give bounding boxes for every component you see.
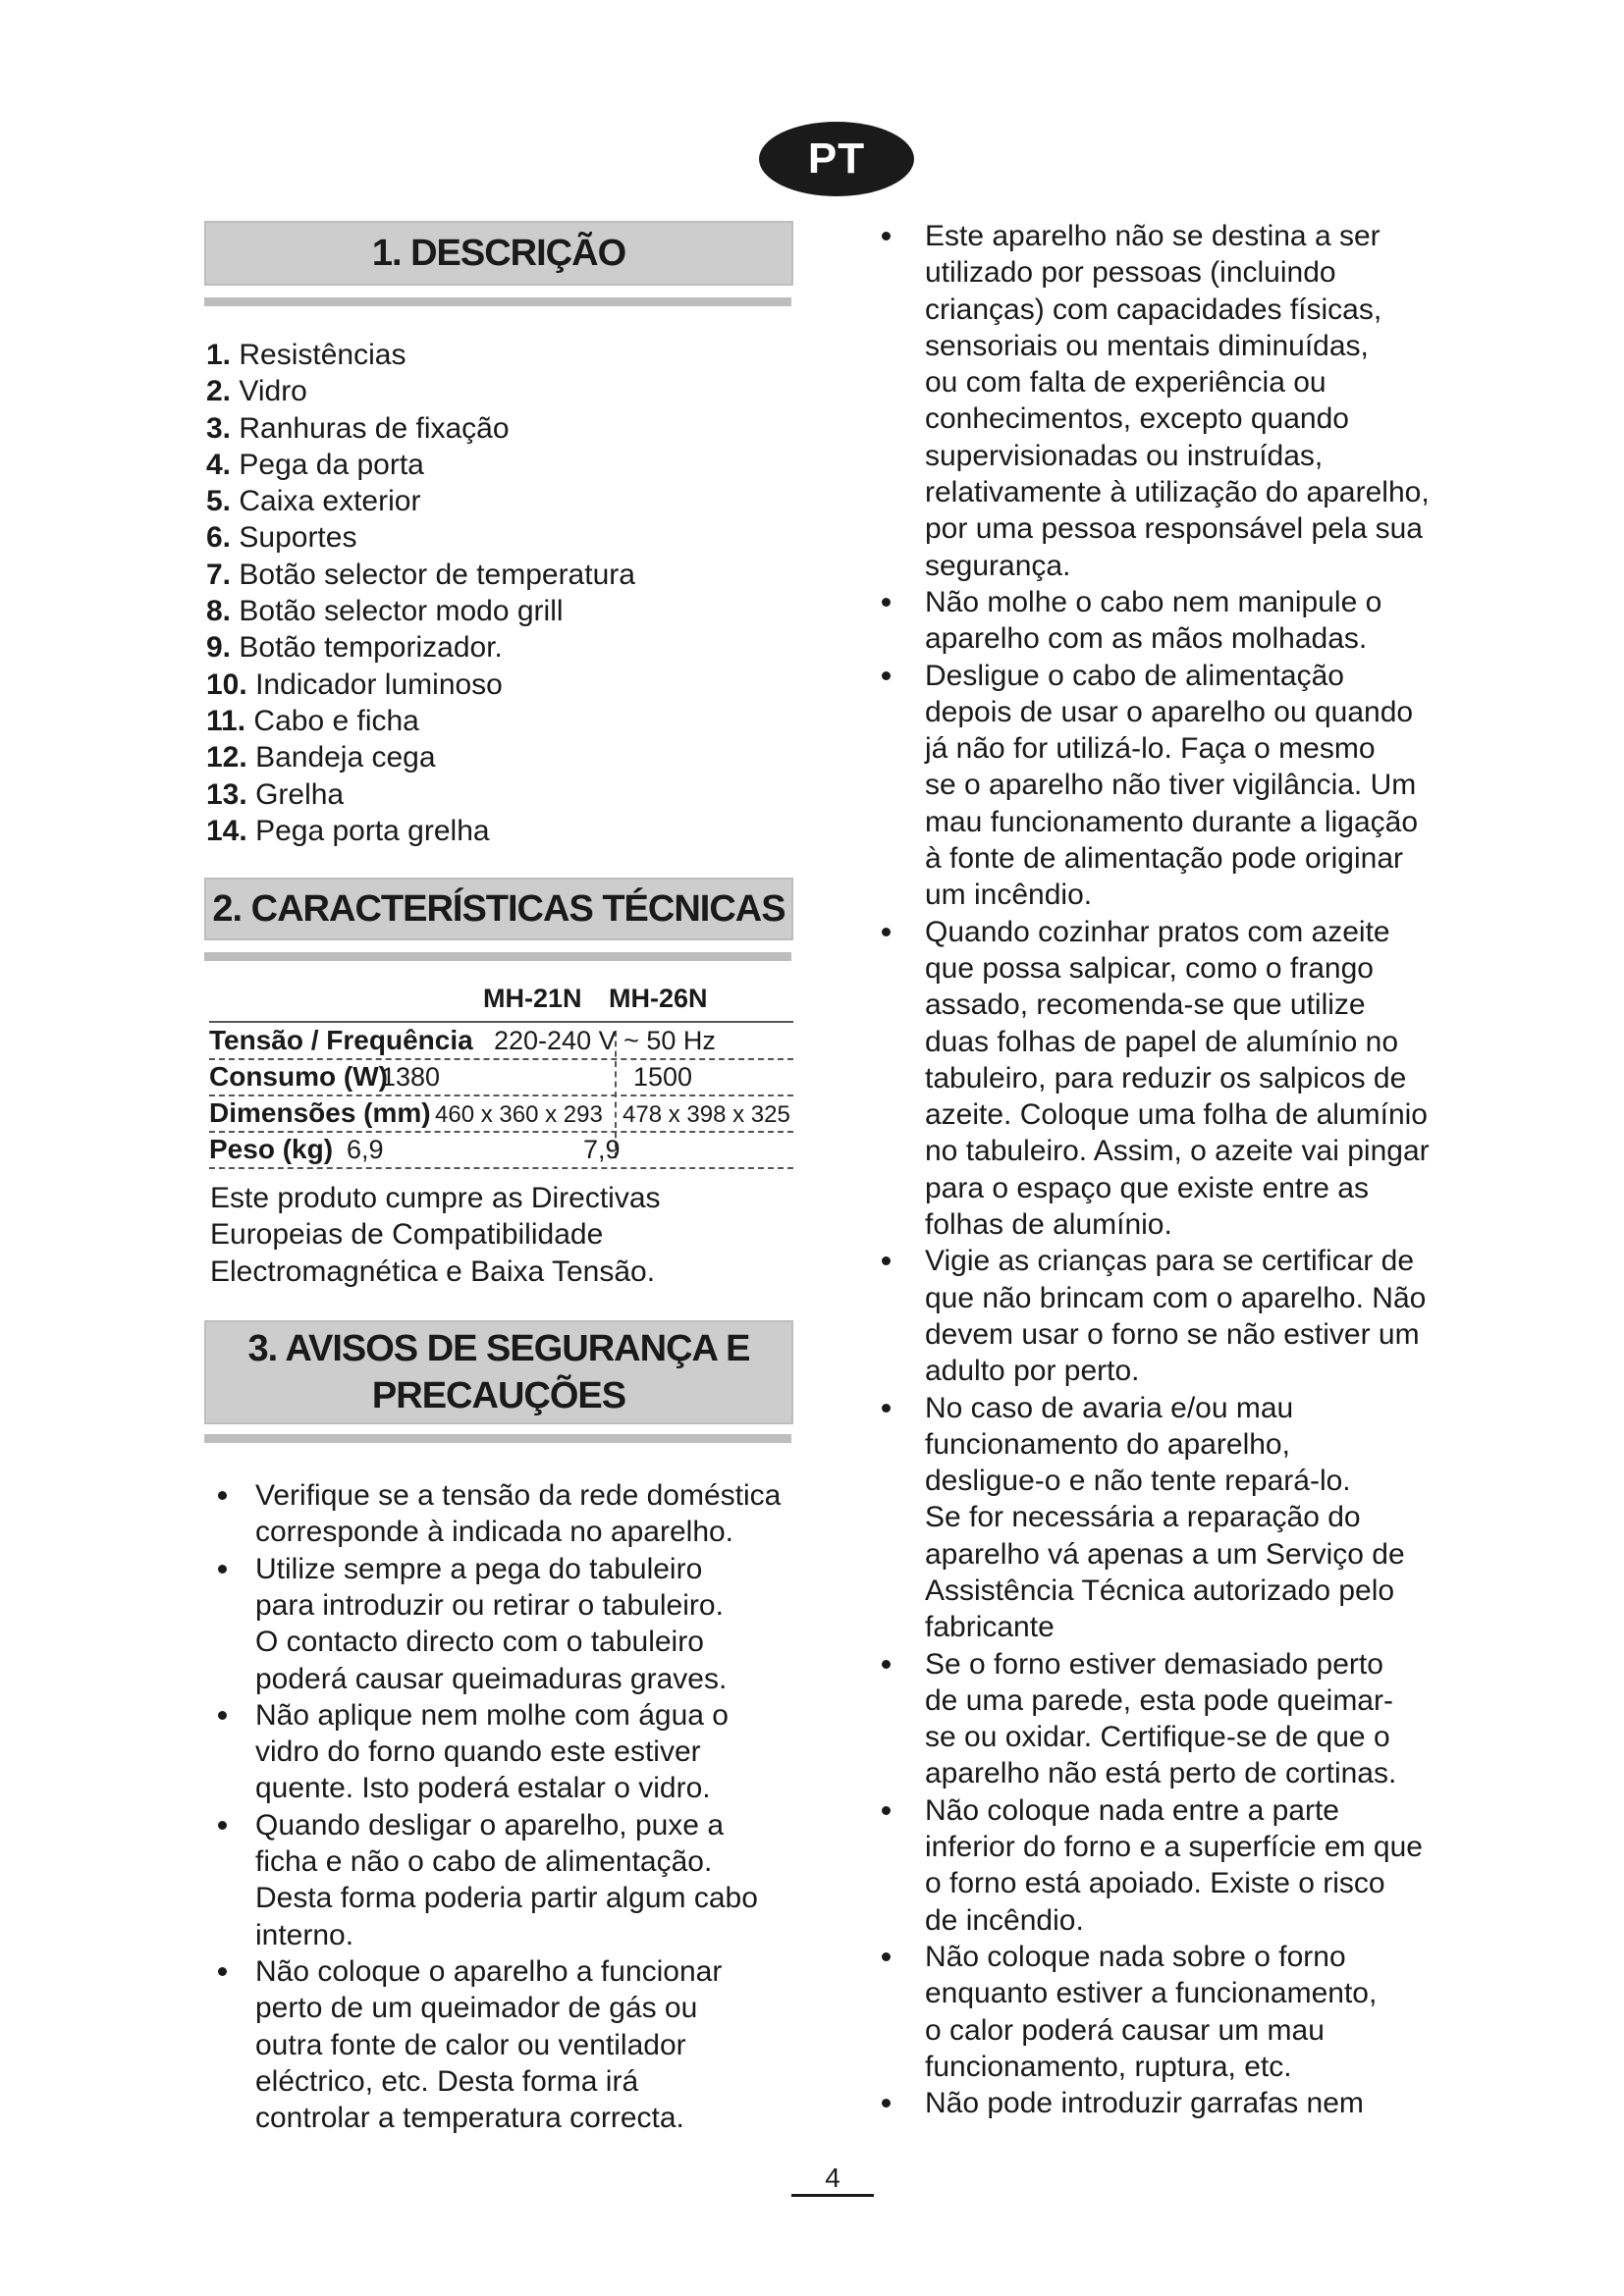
list-item [874, 1646, 1463, 1792]
line: Não coloque o aparelho a funcionar [255, 1954, 723, 1988]
line: Não aplique nem molhe com água o [255, 1698, 729, 1732]
list-item [206, 373, 793, 409]
line: desligue-o e não tente repará-lo. [925, 1465, 1351, 1498]
right-column [874, 218, 1463, 2121]
item-text: Cabo e ficha [253, 704, 419, 737]
line: segurança. [925, 549, 1071, 582]
line: de uma parede, esta pode queimar- [925, 1683, 1393, 1717]
line: ficha e não o cabo de alimentação. [255, 1845, 713, 1879]
row-label: Tensão / Frequência [209, 1025, 473, 1056]
row-value-mh21n: 460 x 360 x 293 [435, 1101, 603, 1129]
line: por uma pessoa responsável pela sua [925, 512, 1423, 546]
line: Utilize sempre a pega do tabuleiro [255, 1552, 703, 1585]
note-line: Este produto cumpre as Directivas [210, 1182, 661, 1215]
list-item [874, 218, 1463, 584]
item-text: Caixa exterior [239, 485, 421, 518]
line: azeite. Coloque uma folha de alumínio [925, 1098, 1428, 1132]
item-text: Bandeja cega [255, 741, 436, 774]
line: Desta forma poderia partir algum cabo [255, 1882, 758, 1915]
language-badge: PT [759, 122, 914, 196]
item-text: Resistências [239, 339, 406, 371]
list-item [206, 557, 793, 593]
item-number: 6. [206, 521, 232, 555]
line: Quando cozinhar pratos com azeite [925, 915, 1390, 948]
table-row [209, 1059, 793, 1096]
item-number: 11. [206, 704, 246, 737]
line: no tabuleiro. Assim, o azeite vai pingar [925, 1135, 1430, 1168]
item-text: Pega da porta [239, 448, 424, 481]
line: eléctrico, etc. Desta forma irá [255, 2064, 639, 2098]
list-item [874, 1243, 1463, 1389]
line: conhecimentos, excepto quando [925, 402, 1349, 436]
safety-list-left [210, 1477, 793, 2136]
table-row [209, 1132, 793, 1169]
line: aparelho com as mãos molhadas. [925, 622, 1368, 656]
line: inferior do forno e a superfície em que [925, 1831, 1423, 1864]
compliance-note [210, 1180, 793, 1290]
note-line: Electromagnética e Baixa Tensão. [210, 1255, 656, 1288]
line: Quando desligar o aparelho, puxe a [255, 1808, 725, 1842]
item-text: Botão temporizador. [239, 631, 503, 665]
section-specs-heading: 2. CARACTERÍSTICAS TÉCNICAS [204, 878, 793, 940]
line: se ou oxidar. Certifique-se de que o [925, 1721, 1390, 1754]
line: Se o forno estiver demasiado perto [925, 1647, 1383, 1681]
line: duas folhas de papel de alumínio no [925, 1025, 1399, 1058]
item-number: 8. [206, 595, 232, 628]
row-value-mh26n: 7,9 [583, 1135, 621, 1165]
item-text: Indicador luminoso [255, 667, 503, 701]
list-item [874, 658, 1463, 914]
item-number: 4. [206, 448, 232, 481]
list-item [210, 1477, 793, 1551]
section-divider [204, 1434, 791, 1443]
model-header-mh26n: MH-26N [609, 984, 708, 1014]
line: de incêndio. [925, 1903, 1084, 1937]
line: Assistência Técnica autorizado pelo [925, 1574, 1395, 1607]
item-text: Botão selector de temperatura [239, 558, 635, 591]
line: utilizado por pessoas (incluindo [925, 256, 1336, 290]
item-number: 3. [206, 411, 232, 445]
row-value-mh21n: 6,9 [347, 1135, 384, 1165]
item-number: 1. [206, 339, 232, 371]
item-number: 5. [206, 485, 232, 518]
list-item [874, 1792, 1463, 1939]
list-item [206, 447, 793, 483]
item-text: Grelha [255, 777, 345, 811]
line: fabricante [925, 1611, 1055, 1644]
item-text: Ranhuras de fixação [239, 411, 510, 445]
list-item [206, 667, 793, 703]
item-number: 9. [206, 631, 232, 665]
list-item [206, 337, 793, 373]
list-item [206, 593, 793, 629]
line: para introduzir ou retirar o tabuleiro. [255, 1588, 724, 1622]
item-text: Botão selector modo grill [239, 595, 564, 628]
section-safety-heading [204, 1320, 793, 1424]
list-item [206, 519, 793, 556]
list-item [210, 1697, 793, 1807]
row-label: Consumo (W) [209, 1061, 388, 1093]
list-item [874, 914, 1463, 1244]
line: supervisionadas ou instruídas, [925, 439, 1324, 472]
line: assado, recomenda-se que utilize [925, 988, 1366, 1022]
line: depois de usar o aparelho ou quando [925, 695, 1414, 728]
parts-list [206, 337, 793, 849]
line: crianças) com capacidades físicas, [925, 293, 1382, 326]
line: poderá causar queimaduras graves. [255, 1662, 728, 1695]
line: à fonte de alimentação pode originar [925, 842, 1404, 876]
heading-line: 3. AVISOS DE SEGURANÇA E [247, 1328, 750, 1370]
line: controlar a temperatura correcta. [255, 2102, 684, 2135]
line: Se for necessária a reparação do [925, 1501, 1361, 1534]
list-item [874, 1390, 1463, 1646]
model-header-mh21n: MH-21N [483, 984, 582, 1014]
line: que possa salpicar, como o frango [925, 951, 1374, 985]
list-item [206, 483, 793, 519]
item-number: 12. [206, 741, 247, 774]
line: Não coloque nada entre a parte [925, 1793, 1339, 1827]
note-line: Europeias de Compatibilidade [210, 1218, 604, 1252]
item-number: 14. [206, 814, 247, 847]
list-item [206, 629, 793, 666]
item-number: 7. [206, 558, 232, 591]
line: funcionamento do aparelho, [925, 1427, 1290, 1461]
item-number: 2. [206, 375, 232, 408]
list-item [874, 2085, 1463, 2121]
item-number: 10. [206, 667, 247, 701]
list-item [206, 739, 793, 775]
row-value-mh21n: 1380 [381, 1062, 441, 1093]
line: folhas de alumínio. [925, 1208, 1172, 1242]
list-item [874, 1939, 1463, 2085]
line: vidro do forno quando este estiver [255, 1735, 701, 1769]
item-text: Pega porta grelha [255, 814, 490, 847]
line: O contacto directo com o tabuleiro [255, 1626, 704, 1659]
line: relativamente à utilização do aparelho, [925, 476, 1430, 509]
line: já não for utilizá-lo. Faça o mesmo [925, 732, 1376, 766]
section-divider [204, 952, 791, 961]
row-value-shared: 220-240 V ~ 50 Hz [494, 1026, 716, 1056]
line: funcionamento, ruptura, etc. [925, 2050, 1292, 2083]
line: tabuleiro, para reduzir os salpicos de [925, 1061, 1407, 1095]
line: Este aparelho não se destina a ser [925, 220, 1380, 252]
page-number: 4 [791, 2163, 874, 2197]
item-number: 13. [206, 777, 247, 811]
line: Não pode introduzir garrafas nem [925, 2087, 1364, 2120]
row-value-mh26n: 1500 [633, 1062, 693, 1093]
line: o forno está apoiado. Existe o risco [925, 1867, 1385, 1900]
line: Desligue o cabo de alimentação [925, 659, 1344, 692]
line: Vigie as crianças para se certificar de [925, 1245, 1415, 1278]
line: mau funcionamento durante a ligação [925, 805, 1419, 838]
row-value-mh26n: 478 x 398 x 325 [623, 1101, 790, 1129]
line: se o aparelho não tiver vigilância. Um [925, 769, 1417, 802]
line: Não coloque nada sobre o forno [925, 1940, 1346, 1973]
line: enquanto estiver a funcionamento, [925, 1977, 1378, 2010]
line: aparelho não está perto de cortinas. [925, 1757, 1397, 1790]
line: No caso de avaria e/ou mau [925, 1391, 1294, 1424]
line: aparelho vá apenas a um Serviço de [925, 1537, 1405, 1571]
list-item [206, 703, 793, 739]
table-row [209, 1095, 793, 1133]
line: para o espaço que existe entre as [925, 1171, 1369, 1204]
section-description-heading: 1. DESCRIÇÃO [204, 221, 793, 286]
list-item [874, 584, 1463, 658]
list-item [210, 1807, 793, 1953]
line: um incêndio. [925, 879, 1093, 912]
row-label: Dimensões (mm) [209, 1097, 431, 1129]
line: outra fonte de calor ou ventilador [255, 2028, 686, 2061]
table-row [209, 1023, 793, 1060]
specs-table [204, 980, 793, 1166]
safety-list-right [874, 218, 1463, 2121]
list-item [206, 410, 793, 447]
line: quente. Isto poderá estalar o vidro. [255, 1772, 711, 1805]
line: que não brincam com o aparelho. Não [925, 1281, 1427, 1314]
line: interno. [255, 1918, 354, 1951]
left-column [204, 221, 793, 2136]
line: adulto por perto. [925, 1355, 1140, 1388]
line: sensoriais ou mentais diminuídas, [925, 329, 1369, 362]
line: Não molhe o cabo nem manipule o [925, 585, 1382, 618]
list-item [210, 1551, 793, 1697]
line: Verifique se a tensão da rede doméstica [255, 1479, 782, 1513]
list-item [206, 813, 793, 849]
line: perto de um queimador de gás ou [255, 1992, 698, 2025]
heading-line: PRECAUÇÕES [371, 1375, 626, 1417]
row-label: Peso (kg) [209, 1134, 334, 1165]
line: ou com falta de experiência ou [925, 366, 1326, 400]
line: devem usar o forno se não estiver um [925, 1317, 1420, 1351]
line: o calor poderá causar um mau [925, 2013, 1325, 2047]
item-text: Vidro [239, 375, 307, 408]
line: corresponde à indicada no aparelho. [255, 1516, 734, 1549]
list-item [206, 776, 793, 813]
section-divider [204, 297, 791, 306]
list-item [210, 1953, 793, 2136]
item-text: Suportes [239, 521, 357, 555]
